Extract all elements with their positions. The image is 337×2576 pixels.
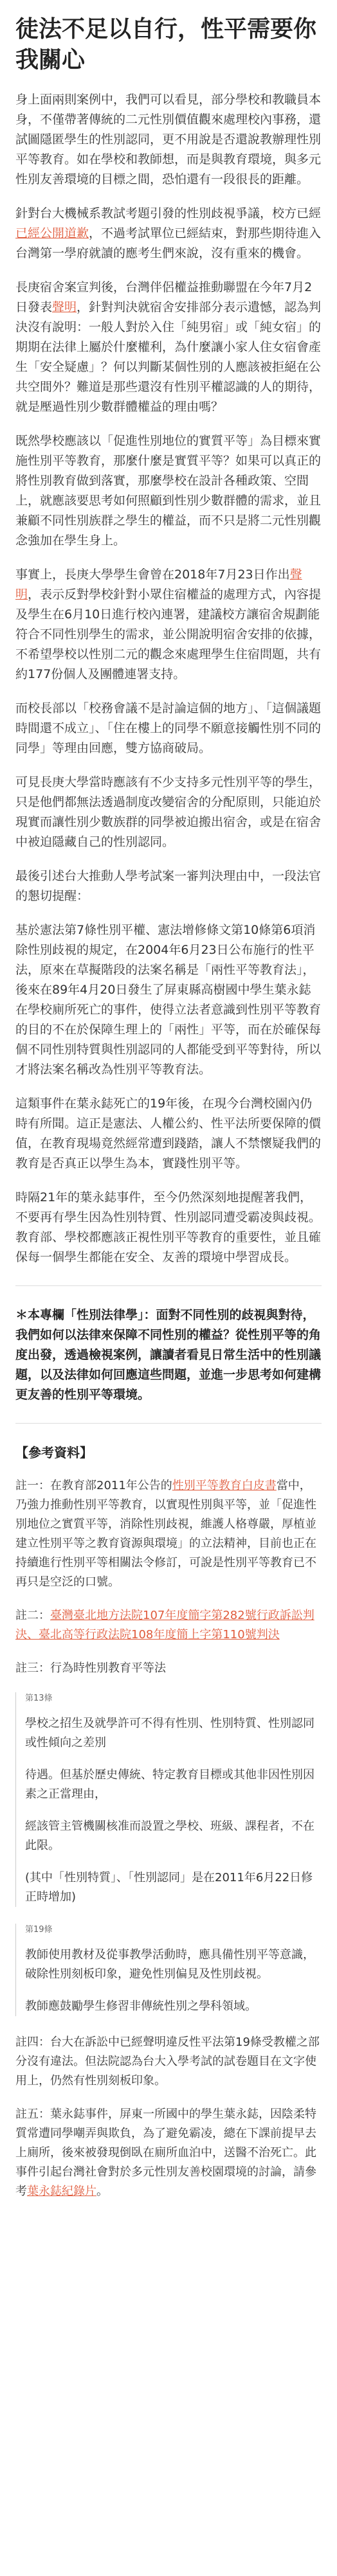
reference-1: 註一：在教育部2011年公告的性別平等教育白皮書當中，乃強力推動性別平等教育，以實現性別與平等，並「促進性別地位之實質平等，消除性別歧視，維護人格尊嚴，厚植並建立性別平等之教育資源與環境」的立法精神，目前也正在持續進行性別平等相關法令修訂，可說是性別平等教育已不再只是空泛的口號。 (15, 1479, 316, 1589)
law-paragraph: 待遇。但基於歷史傳統、特定教育目標或其他非因性別因素之正當理由， (25, 1768, 314, 1801)
law-paragraph: (其中「性別特質」、「性別認同」是在2011年6月22日修正時增加) (25, 1871, 313, 1904)
law-paragraph: 教師使用教材及從事教學活動時，應具備性別平等意識，破除性別刻板印象，避免性別偏見及性別歧視。 (25, 1948, 314, 1981)
paragraph: 基於憲法第7條性別平權、憲法增修條文第10條第6項消除性別歧視的規定，在2004年6月23日公布施行的性平法，原來在草擬階段的法案名稱是「兩性平等教育法」，後來在89年4月20日發生了屏東縣高樹國中學生葉永鋕在學校廁所死亡的事件，使得立法者意識到性別平等教育的目的不在於保障生理上的「兩性」平等，而在於確保每個不同性別特質與性別認同的人都能受到平等對待，所以才將法案名稱改為性別平等教育法。 (15, 923, 322, 1077)
reference-4: 註四：台大在訴訟中已經聲明違反性平法第19條受教權之部分沒有違法。但法院認為台大入學考試的試卷題目在文字使用上，仍然有性別刻板印象。 (15, 2035, 320, 2088)
article-number: 第19條 (25, 1925, 53, 1935)
references-title: 【參考資料】 (15, 1445, 93, 1460)
statement-link[interactable]: 聲明 (52, 300, 77, 314)
paragraph: 而校長部以「校務會議不是討論這個的地方」、「這個議題時間還不成立」、「住在樓上的同學不願意接觸性別不同的同學」等理由回應，雙方協商破局。 (15, 701, 322, 755)
paragraph: 事實上，長庚大學學生會曾在2018年7月23日作出聲明，表示反對學校針對小眾住宿權益的處理方式，內容提及學生在6月10日進行校內連署，建議校方讓宿舍規劃能符合不同性別學生的需求，並公開說明宿舍安排的依據，不希望學校以性別二元的觀念來處理學生住宿問題，共有約177份個人及團體連署支持。 (15, 568, 322, 681)
law-paragraph: 經該管主管機關核准而設置之學校、班級、課程者，不在此限。 (25, 1820, 314, 1852)
paragraph: 既然學校應該以「促進性別地位的實質平等」為目標來實施性別平等教育，那麼什麼是實質平等？如果可以真正的將性別教育做到落實，那麼學校在設計各種政策、空間上，就應該要思考如何照顧到性別少數群體的需求，並且兼顧不同性別族群之學生的權益，而不只是將二元性別觀念強加在學生身上。 (15, 434, 322, 548)
apology-link[interactable]: 已經公開道歉 (15, 226, 89, 240)
paragraph: 身上面兩則案例中，我們可以看見，部分學校和教職員本身，不僅帶著傳統的二元性別價值觀來處理校內事務，還試圖隱匿學生的性別認同，更不用說是否還說教辦理性別平等教育。如在學校和教師想，而是與教育環境，與多元性別友善環境的目標之間，恐怕還有一段很長的距離。 (15, 93, 322, 186)
paragraph: 可見長庚大學當時應該有不少支持多元性別平等的學生，只是他們都無法透過制度改變宿舍的分配原則，只能迫於現實而讓性別少數族群的同學被迫搬出宿舍，或是在宿舍中被迫隱藏自己的性別認同。 (15, 775, 322, 849)
law-article-19 (15, 1924, 322, 2016)
law-paragraph: 學校之招生及就學許可不得有性別、性別特質、性別認同或性傾向之差別 (25, 1717, 314, 1749)
paragraph: 這類事件在葉永鋕死亡的19年後，在現今台灣校園內仍時有所聞。這正是憲法、人權公約、性平法所要保障的價值，在教育現場竟然經常遭到踐踏，讓人不禁懷疑我們的教育是否真正以學生為本，實踐性別平等。 (15, 1096, 322, 1170)
student-statement-link[interactable]: 聲明 (15, 568, 302, 602)
law-paragraph: 教師應鼓勵學生修習非傳統性別之學科領域。 (25, 1999, 257, 2013)
law-article-13 (15, 1692, 322, 1907)
white-paper-link[interactable]: 性別平等教育白皮書 (172, 1479, 277, 1492)
documentary-link[interactable]: 葉永鋕紀錄片 (27, 2185, 96, 2198)
article-title: 徒法不足以自行，性平需要你我關心 (15, 16, 317, 73)
paragraph: 長庚宿舍案宣判後，台灣伴侶權益推動聯盟在今年7月2日發表聲明，針對判決就宿舍安排部分表示遺憾，認為判決沒有說明：一般人對於入住「純男宿」或「純女宿」的期期在法律上屬於什麼權利，為什麼讓小家人住女宿會產生「安全疑慮」？何以判斷某個性別的人應該被拒絕在公共空間外？難道是那些還沒有性別平權認識的人的期待，就是壓過性別少數群體權益的理由嗎？ (15, 280, 322, 414)
column-note: ＊本專欄「性別法律學」：面對不同性別的歧視與對待，我們如何以法律來保障不同性別的權益？從性別平等的角度出發，透過檢視案例，讓讀者看見日常生活中的性別議題，以及法律如何回應這些問題，並進一步思考如何建構更友善的性別平等環境。 (15, 1308, 322, 1402)
reference-5: 註五：葉永鋕事件，屏東一所國中的學生葉永鋕，因陰柔特質常遭同學嘲弄與欺負，為了避免霸凌，總在下課前提早去上廁所，後來被發現倒臥在廁所血泊中，送醫不治死亡。此事件引起台灣社會對於多元性別友善校園環境的討論，請參考葉永鋕紀錄片。 (15, 2107, 316, 2198)
reference-3: 註三：行為時性別教育平等法 (15, 1661, 166, 1675)
reference-2: 註二：臺灣臺北地方法院107年度簡字第282號行政訴訟判決、臺北高等行政法院108年度簡上字第110號判決 (15, 1609, 314, 1641)
divider (15, 1285, 322, 1286)
paragraph: 針對台大機械系教試考題引發的性別歧視爭議，校方已經已經公開道歉，不過考試單位已經結束，對那些期待進入台灣第一學府就讀的應考生們來說，沒有重來的機會。 (15, 206, 322, 260)
article-number: 第13條 (25, 1694, 53, 1703)
divider (15, 1423, 322, 1424)
court-judgment-link[interactable]: 臺灣臺北地方法院107年度簡字第282號行政訴訟判決、臺北高等行政法院108年度簡上字第110號判決 (15, 1609, 314, 1641)
paragraph: 時隔21年的葉永鋕事件，至今仍然深刻地提醒著我們，不要再有學生因為性別特質、性別認同遭受霸凌與歧視。教育部、學校都應該正視性別平等教育的重要性，並且確保每一個學生都能在安全、友善的環境中學習成長。 (15, 1190, 322, 1264)
paragraph: 最後引述台大推動人學考試案一審判決理由中，一段法官的懇切提醒： (15, 869, 322, 903)
